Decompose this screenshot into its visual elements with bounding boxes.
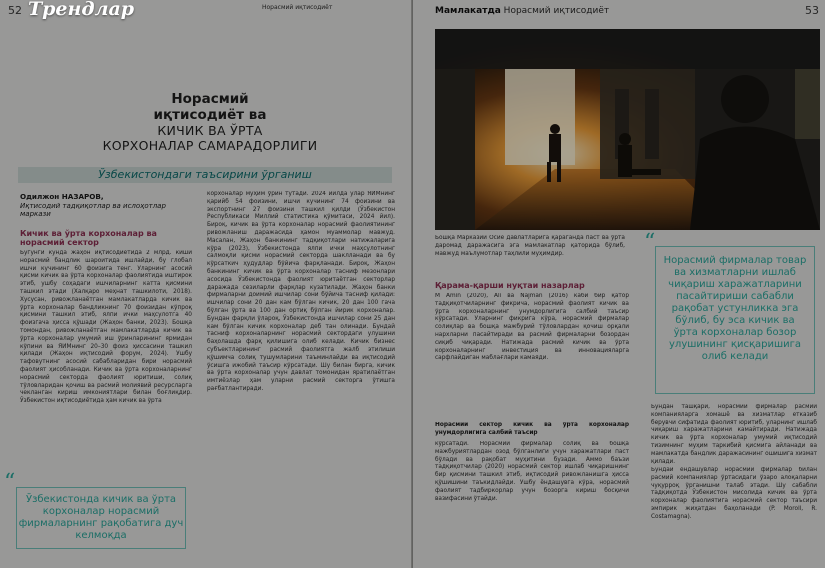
- right-column-1-intro: Бошқа Марказий Осиё давлатларига қараганда паст ва ўрта даромад даражасига эга мамлакатлар қаторида бўлиб, мавжуд маълумотлар таҳлили муҳимдир.: [435, 235, 625, 257]
- left-pull-quote: Ўзбекистонда кичик ва ўрта корхоналар норасмий фирмаларнинг рақобатига дуч келмоқда: [16, 487, 186, 549]
- running-head-topic: Норасмий иқтисодиёт: [503, 6, 610, 16]
- left-column-1: Бугунги кунда жаҳон иқтисодиётида 2 млрд. киши норасмий бандлик шароитида ишлайди, бу глобал ишчи кучининг 60 фоизига тенг. Уларнинг асосий қисми кичик ва ўрта корхоналар фаолиятида иштирок этиб, ушбу соҳадаги ишчиларнинг катта қисмини ташкил этади (Халқаро меҳнат ташкилоти, 2018). Хусусан, ривожланаётган мамлакатларда кичик ва ўрта корхоналар бандликнинг 70 фоизидан кўпроқ қисмини ташкил этиб, ялпи ички маҳсулотга 40 фоизгача ҳисса қўшади (Жаҳон банки, 2023). Бошқа томондан, ривожланаётган мамлакатларда кичик ва ўрта корхоналар умумий иш ўринларининг ярмидан кўпини ва ЯИМнинг 20–30 фоиз ҳиссасини ташкил қилади (Жаҳон иқтисодий форум, 2024). Ушбу тафовутнинг асосий сабабларидан бири норасмий фаолият ҳисобланади. Кичик ва ўрта корхоналарнинг норасмий секторда фаолият юритиши, солиқ тўловларидан қочиш ва расмий молиявий ресурсларга чекланган кириш имкониятлари билан боғлиқдир. Ўзбекистон иқтисодиётида ҳам кичик ва ўрта: [20, 250, 192, 405]
- title-line-3: КИЧИК ВА ЎРТА: [157, 123, 263, 138]
- author-block: [20, 193, 180, 219]
- left-column-2: корхоналар муҳим ўрин тутади. 2024 йилда улар ЯИМнинг қарийб 54 фоизини, ишчи кучининг 74 фоизини ва экспортнинг 27 фоизини ташкил қилди (Ўзбекистон Республикаси Миллий статистика қўмитаси, 2024 йил). Бироқ, кичик ва ўрта корхоналар норасмий фаолиятининг ривожланиш даражасида ҳамон муаммолар мавжуд. Масалан, Жаҳон банкининг тадқиқотлари натижаларига кўра (2023), Ўзбекистонда ялпи ички маҳсулотнинг салмоқли қисми норасмий секторда шаклланади ва бу кўрсаткич ҳудудлар бўйича фарқланади. Бироқ, Жаҳон банкининг кичик ва ўрта корхоналар тасниф мезонлари асосида Ўзбекистонда фаолият юритаётган секторлар даражада сезиларли фарқлар кузатилади. Жаҳон банки фирмаларни доимий ишчилар сони бўйича тасниф қилади: ишчилар сони 20 дан кам бўлган кичик, 20 дан 100 гача бўлган ўрта ва 100 дан ортиқ бўлган йирик корхоналар. Бундан фарқли ўлароқ, Ўзбекистонда ишчилар сони 25 дан кам бўлган кичик корхоналар деб тан олинади. Бундай тасниф корхоналарнинг норасмий сектордаги улушини баҳолашда фарқ қилишига олиб келади. Кичик бизнес субъектларининг расмий фаолиятга жалб этилиши қўшимча солиқ тушумларини таъминлайди ва иқтисодий ўсишга ижобий таъсир кўрсатади. Шу билан бирга, кичик ва ўрта корхоналар учун давлат томонидан яратилаётган имтиёзлар ҳам уларни расмий секторга ўтишга рағбатлантиради.: [207, 191, 395, 392]
- quote-mark-icon: “: [644, 230, 656, 255]
- warehouse-photo: [435, 29, 820, 230]
- left-section-heading: Кичик ва ўрта корхоналар ва норасмий сектор: [20, 229, 157, 247]
- author-role: Иқтисодий тадқиқотлар ва ислоҳотлар маркази: [20, 201, 166, 218]
- right-page-number: 53: [805, 4, 819, 17]
- right-column-1-body-2: кўрсатади. Норасмий фирмалар солиқ ва бошқа мажбуриятлардан озод бўлганлиги учун харажатлари паст бўлади ва рақобат муҳитини бузади. Аммо баъзи тадқиқотчилар (2020) норасмий сектор ишлаб чиқаришнинг бир қисмини ташкил этиб, иқтисодий ривожланишга ҳисса қўшишини таъкидлайди. Ушбу ёндашувга кўра, норасмий фаолият тадбиркорлар учун бозорга кириш босқичи вазифасини ўтайди.: [435, 441, 629, 502]
- article-title: [60, 91, 360, 153]
- right-page: [413, 0, 825, 568]
- left-running-head: Норасмий иқтисодиёт: [262, 4, 333, 11]
- right-bold-lead: Норасмий сектор кичик ва ўрта корхоналар унумдорлигига салбий таъсир: [435, 422, 629, 436]
- right-section-heading: Қарама-қарши нуқтаи назарлар: [435, 281, 585, 290]
- right-column-2-body: Бундан ташқари, норасмий фирмалар расмий компанияларга хомашё ва хизматлар етказиб берувчи сифатида фаолият юритиб, уларнинг ишлаб чиқариш харажатларини камайтиради. Натижада кичик ва ўрта корхоналар умумий иқтисодий тизимнинг муҳим таркибий қисмига айланади ва мамлакатда бандлик даражасининг ошишига хизмат қилади.: [651, 404, 817, 465]
- quote-mark-icon: “: [4, 470, 16, 495]
- title-line-1: Норасмий: [171, 91, 249, 107]
- title-line-4: КОРХОНАЛАР САМАРАДОРЛИГИ: [102, 138, 318, 153]
- left-page-number: 52: [8, 4, 22, 17]
- author-name: Одилжон НАЗАРОВ,: [20, 192, 104, 201]
- right-column-1-body: M Amin (2020), Ali ва Najman (2016) каби бир қатор тадқиқотчиларнинг фикрича, норасмий фаолият кичик ва ўрта корхоналарнинг унумдорлигига салбий таъсир кўрсатади. Уларнинг фикрига кўра, норасмий фирмалар солиқлар ва бошқа мажбурий тўловлардан қочиш орқали нархларни пасайтиради ва расмий фирмаларни бозордан сиқиб чиқаради. Натижада расмий кичик ва ўрта корхоналарнинг инвестиция ва инновацияларга сарфлайдиган маблағлари камаяди.: [435, 293, 629, 362]
- article-subtitle: Ўзбекистондаги таъсирини ўрганиш: [18, 167, 392, 183]
- left-page: [0, 0, 412, 568]
- right-running-head: [435, 6, 609, 16]
- right-pull-quote: Норасмий фирмалар товар ва хизматларни ишлаб чиқариш харажатларини пасайтириши сабабли рақобат устунликка эга бўлиб, бу эса кичик ва ўрта корхоналар бозор улушининг қисқаришига олиб келади: [655, 246, 815, 394]
- title-line-2: иқтисодиёт ва: [153, 107, 267, 123]
- running-head-section: Мамлакатда: [435, 6, 501, 16]
- brand-logo: Трендлар: [28, 0, 135, 20]
- right-column-2-body-2: Бундай ёндашувлар норасмий фирмалар билан расмий компаниялар ўртасидаги ўзаро алоқаларни чуқурроқ ўрганишни талаб этади. Шу сабабли тадқиқотда Ўзбекистон мисолида кичик ва ўрта корхоналар фаолиятига норасмий сектор таъсири эмпирик жиҳатдан баҳоланади (P. Moroll, R. Costamagna).: [651, 467, 817, 520]
